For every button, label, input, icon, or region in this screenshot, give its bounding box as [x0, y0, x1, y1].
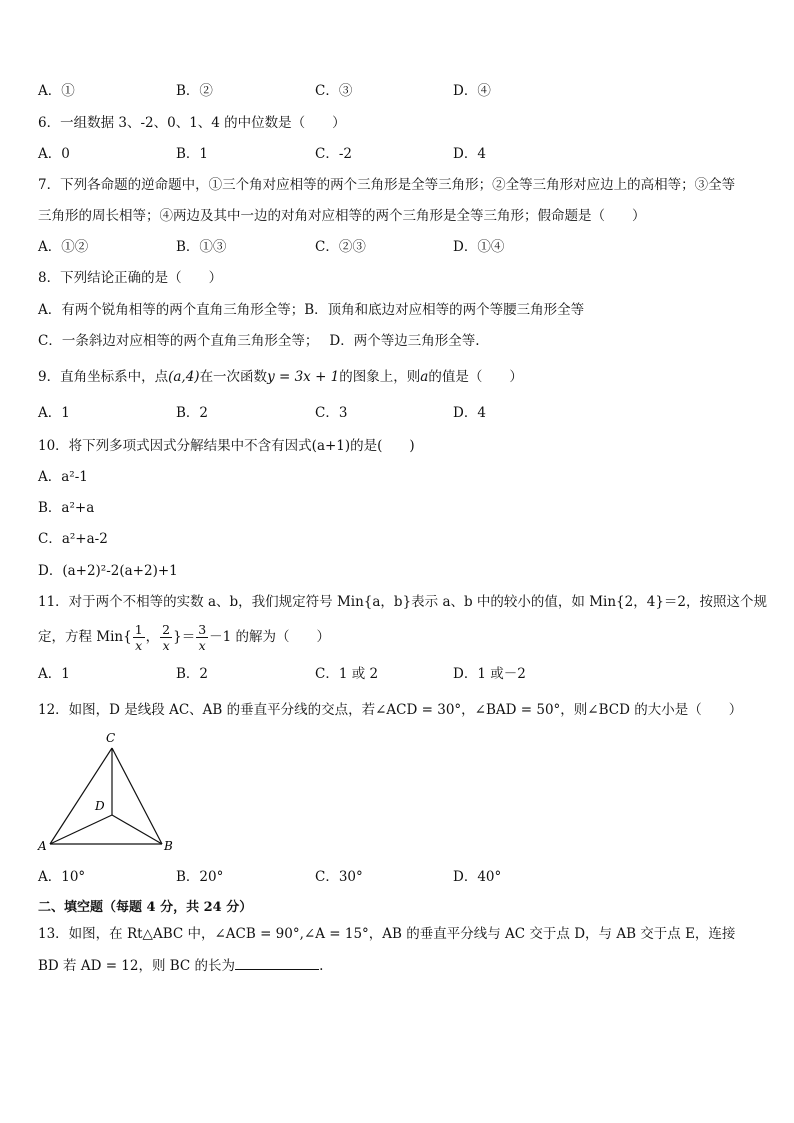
q8-options-line-2: C．一条斜边对应相等的两个直角三角形全等； D．两个等边三角形全等. [38, 333, 480, 349]
option-c: C．1 或 2 [315, 666, 379, 682]
q9-function: y = 3x + 1 [267, 369, 340, 385]
q8-options-line-1: A．有两个锐角相等的两个直角三角形全等；B．顶角和底边对应相等的两个等腰三角形全等 [38, 302, 585, 318]
section-heading: 二、填空题（每题 4 分，共 24 分） [38, 900, 253, 915]
q10-stem: 10．将下列多项式因式分解结果中不含有因式(a+1)的是( ) [38, 438, 415, 454]
option-b: B．①③ [176, 239, 227, 255]
fraction-numerator: 2 [162, 622, 171, 637]
q7-line-2: 三角形的周长相等；④两边及其中一边的对角对应相等的两个三角形是全等三角形；假命题是（ ） [38, 208, 646, 224]
q11-line-1: 11．对于两个不相等的实数 a、b，我们规定符号 Min{a，b}表示 a、b 中的较小的值，如 Min{2，4}＝2，按照这个规 [38, 594, 767, 610]
q9-point: (a,4) [168, 369, 200, 385]
q11-mid: }＝ [173, 629, 196, 645]
q9-mid: 在一次函数 [199, 369, 268, 385]
option-c: C．3 [315, 405, 348, 421]
label-d: D [95, 799, 105, 813]
q9-prefix: 9．直角坐标系中，点 [38, 369, 169, 385]
q11-line-2 [38, 620, 330, 654]
option-b: B．2 [176, 405, 209, 421]
q9-variable: a [420, 369, 429, 385]
option-c: C．②③ [315, 239, 366, 255]
triangle-figure [34, 728, 184, 856]
option-a: A．①② [38, 239, 89, 255]
option-a: A．① [38, 83, 75, 99]
q5-options [38, 81, 598, 101]
q11-prefix: 定，方程 Min{ [38, 629, 132, 645]
option-d: D．④ [453, 83, 491, 99]
label-b: B [164, 839, 173, 853]
q10-option-d: D．(a+2)²-2(a+2)+1 [38, 563, 178, 579]
q10-option-c: C．a²+a-2 [38, 531, 108, 547]
answer-blank [235, 955, 319, 970]
option-c: C．③ [315, 83, 353, 99]
option-d: D．4 [453, 405, 486, 421]
q11-fraction-1 [133, 622, 145, 653]
q13-text: BD 若 AD = 12，则 BC 的长为 [38, 958, 236, 974]
option-d: D．①④ [453, 239, 505, 255]
q12-stem: 12．如图，D 是线段 AC、AB 的垂直平分线的交点，若∠ACD = 30°，∠BAD = 50°，则∠BCD 的大小是（ ） [38, 702, 743, 718]
q11-options [38, 664, 598, 684]
q9-suffix-2: 的值是（ ） [428, 369, 523, 385]
q11-suffix: －1 的解为（ ） [209, 629, 331, 645]
option-d: D．1 或－2 [453, 666, 526, 682]
q6-options [38, 144, 598, 164]
q13-end: . [319, 958, 324, 974]
q11-fraction-2 [160, 622, 172, 653]
q12-options [38, 867, 598, 887]
option-c: C．30° [315, 869, 363, 885]
fraction-denominator: x [198, 638, 206, 653]
fraction-denominator: x [135, 638, 143, 653]
q10-option-a: A．a²-1 [38, 469, 88, 485]
option-b: B．1 [176, 146, 209, 162]
label-c: C [106, 731, 116, 745]
option-c: C．-2 [315, 146, 352, 162]
q7-options [38, 237, 598, 257]
option-a: A．1 [38, 666, 70, 682]
q6-stem: 6．一组数据 3、-2、0、1、4 的中位数是（ ） [38, 115, 346, 131]
q13-line-1: 13．如图，在 Rt△ABC 中，∠ACB = 90°,∠A = 15°，AB 的垂直平分线与 AC 交于点 D，与 AB 交于点 E，连接 [38, 926, 736, 942]
fraction-numerator: 1 [134, 622, 143, 637]
q11-fraction-3 [196, 622, 208, 653]
fraction-denominator: x [162, 638, 170, 653]
q9-stem [38, 367, 523, 387]
q11-separator: ， [145, 629, 160, 645]
q9-options [38, 403, 598, 423]
option-a: A．0 [38, 146, 70, 162]
q10-option-b: B．a²+a [38, 500, 95, 516]
q13-line-2 [38, 955, 323, 976]
option-b: B．20° [176, 869, 224, 885]
option-a: A．1 [38, 405, 70, 421]
option-b: B．② [176, 83, 213, 99]
option-d: D．40° [453, 869, 502, 885]
option-b: B．2 [176, 666, 209, 682]
label-a: A [38, 839, 47, 853]
option-a: A．10° [38, 869, 86, 885]
q8-stem: 8．下列结论正确的是（ ） [38, 270, 223, 286]
q7-line-1: 7．下列各命题的逆命题中，①三个角对应相等的两个三角形是全等三角形；②全等三角形对应边上的高相等；③全等 [38, 177, 736, 193]
option-d: D．4 [453, 146, 486, 162]
fraction-numerator: 3 [198, 622, 207, 637]
q9-suffix-1: 的图象上，则 [339, 369, 421, 385]
